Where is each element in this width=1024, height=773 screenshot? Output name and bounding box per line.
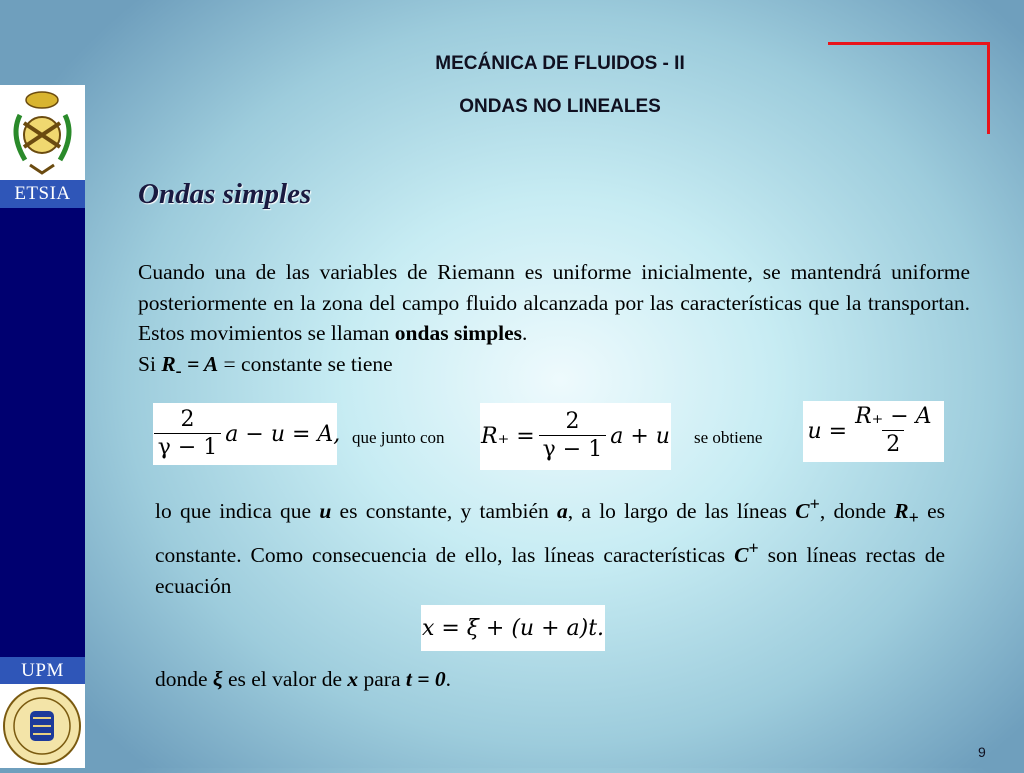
minus-subscript: - bbox=[175, 359, 182, 380]
label-obtain: se obtiene bbox=[694, 428, 763, 447]
p2-a-var: a bbox=[557, 499, 568, 524]
topic-title: ONDAS NO LINEALES bbox=[459, 96, 661, 117]
p2-u: u bbox=[319, 499, 332, 524]
etsia-crest-icon bbox=[0, 85, 85, 180]
xi-paragraph bbox=[155, 664, 755, 695]
corner-accent bbox=[828, 42, 990, 134]
eq1-rest: a − u = A, bbox=[225, 421, 341, 447]
equation-riemann-plus bbox=[480, 403, 671, 470]
eq3-lhs: u = bbox=[807, 419, 848, 444]
eq1-denominator: γ − 1 bbox=[154, 433, 222, 462]
label-together-with: que junto con bbox=[352, 428, 445, 447]
section-title: Ondas simples bbox=[138, 178, 312, 210]
p2-b: es constante, y también bbox=[331, 499, 558, 524]
riemann-minus-symbol: R bbox=[161, 351, 176, 376]
p2-r-sub: + bbox=[908, 507, 919, 528]
p2-f: son líneas rectas de ecuación bbox=[155, 543, 945, 598]
equation-velocity bbox=[803, 401, 944, 462]
p2-c-plus-2: C bbox=[734, 543, 749, 568]
eq2-rest: a + u bbox=[610, 424, 670, 449]
p3-t: t = 0 bbox=[405, 667, 446, 691]
intro-text: Cuando una de las variables de Riemann es uniforme inicialmente, se mantendrá uniforme posteriormente en la zona del campo fluido alcanzada por las características que la transportan. Estos movimientos se llaman bbox=[138, 260, 970, 345]
page-number: 9 bbox=[978, 744, 986, 760]
p2-a: lo que indica que bbox=[155, 499, 320, 524]
intro-paragraph bbox=[138, 257, 970, 385]
eq2-lhs: R₊ = bbox=[481, 424, 535, 449]
p3-a: donde bbox=[155, 667, 213, 691]
eq3-denominator: 2 bbox=[882, 430, 904, 459]
p2-r-plus: R bbox=[894, 499, 909, 524]
eq1-numerator: 2 bbox=[180, 406, 195, 432]
p2-plus-sup-2: + bbox=[748, 537, 759, 558]
eq3-numerator: R₊ − A bbox=[855, 404, 932, 429]
p2-c: , a lo largo de las líneas bbox=[567, 499, 796, 524]
etsia-label: ETSIA bbox=[0, 180, 85, 208]
equation-riemann-minus bbox=[153, 403, 341, 465]
equation-characteristic-line bbox=[421, 605, 605, 651]
constancy-paragraph bbox=[155, 489, 945, 601]
eq2-numerator: 2 bbox=[565, 409, 580, 434]
intro-end: . bbox=[522, 321, 528, 345]
p2-d: , donde bbox=[819, 499, 895, 524]
p2-c-plus: C bbox=[795, 499, 810, 524]
p3-xi: ξ bbox=[212, 667, 223, 691]
p3-b: es el valor de bbox=[222, 667, 348, 691]
si-word: Si bbox=[138, 351, 162, 376]
course-title: MECÁNICA DE FLUIDOS - II bbox=[435, 53, 685, 74]
p3-x: x bbox=[347, 667, 359, 691]
eq2-denominator: γ − 1 bbox=[539, 435, 607, 464]
p2-plus-sup: + bbox=[809, 494, 820, 514]
upm-label: UPM bbox=[0, 657, 85, 685]
p2-e: es constante. Como consecuencia de ello, las líneas características bbox=[155, 499, 946, 568]
upm-seal-icon bbox=[0, 684, 85, 768]
eq4: x = ξ + (u + a)t. bbox=[421, 615, 605, 641]
p3-d: . bbox=[445, 667, 451, 691]
constant-tail: = constante se tiene bbox=[218, 351, 393, 376]
simple-waves-term: ondas simples bbox=[394, 321, 523, 345]
p3-c: para bbox=[358, 667, 406, 691]
equals-a: = A bbox=[181, 351, 219, 376]
